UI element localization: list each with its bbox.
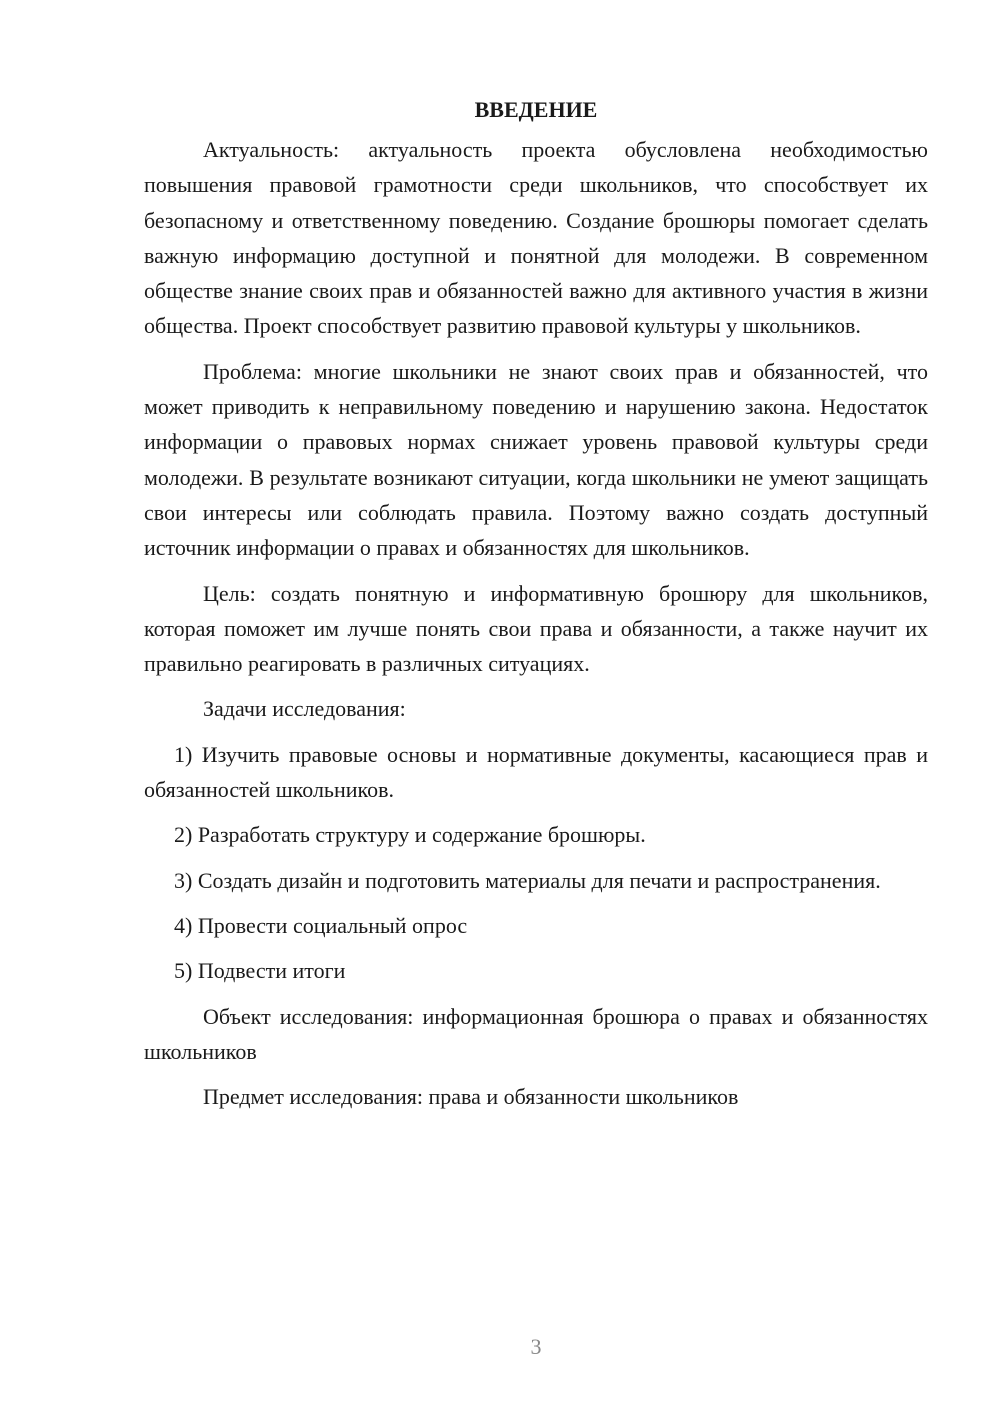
task-item: 2) Разработать структуру и содержание брошюры.	[174, 822, 646, 848]
paragraph-tasks-heading: Задачи исследования:	[203, 696, 406, 722]
paragraph-problem: Проблема: многие школьники не знают своих прав и обязанностей, что может приводить к неправильному поведению и нарушению закона. Недостаток информации о правовых нормах снижает уровень правовой культуры среди молодежи. В результате возникают ситуации, когда школьники не умеют защищать свои интересы или соблюдать правила. Поэтому важно создать доступный источник информации о правах и обязанностях для школьников.	[144, 358, 928, 561]
task-item: 4) Провести социальный опрос	[174, 912, 468, 938]
task-item: 3) Создать дизайн и подготовить материалы для печати и распространения.	[174, 867, 881, 893]
paragraph-subject: Предмет исследования: права и обязанности школьников	[203, 1084, 739, 1110]
task-item: 1) Изучить правовые основы и нормативные документы, касающиеся прав и обязанностей школьников.	[144, 741, 928, 803]
section-title: ВВЕДЕНИЕ	[474, 97, 598, 122]
paragraph-goal: Цель: создать понятную и информативную брошюру для школьников, которая поможет им лучше понять свои права и обязанности, а также научит их правильно реагировать в различных ситуациях.	[144, 580, 928, 677]
paragraph-relevance: Актуальность: актуальность проекта обусловлена необходимостью повышения правовой грамотности среди школьников, что способствует их безопасному и ответственному поведению. Создание брошюры помогает сделать важную информацию доступной и понятной для молодежи. В современном обществе знание своих прав и обязанностей важно для активного участия в жизни общества. Проект способствует развитию правовой культуры у школьников.	[144, 137, 928, 339]
paragraph-object: Объект исследования: информационная брошюра о правах и обязанностях школьников	[144, 1003, 928, 1064]
document-page	[144, 92, 928, 1124]
task-item: 5) Подвести итоги	[174, 958, 346, 984]
page-number: 3	[530, 1334, 542, 1359]
